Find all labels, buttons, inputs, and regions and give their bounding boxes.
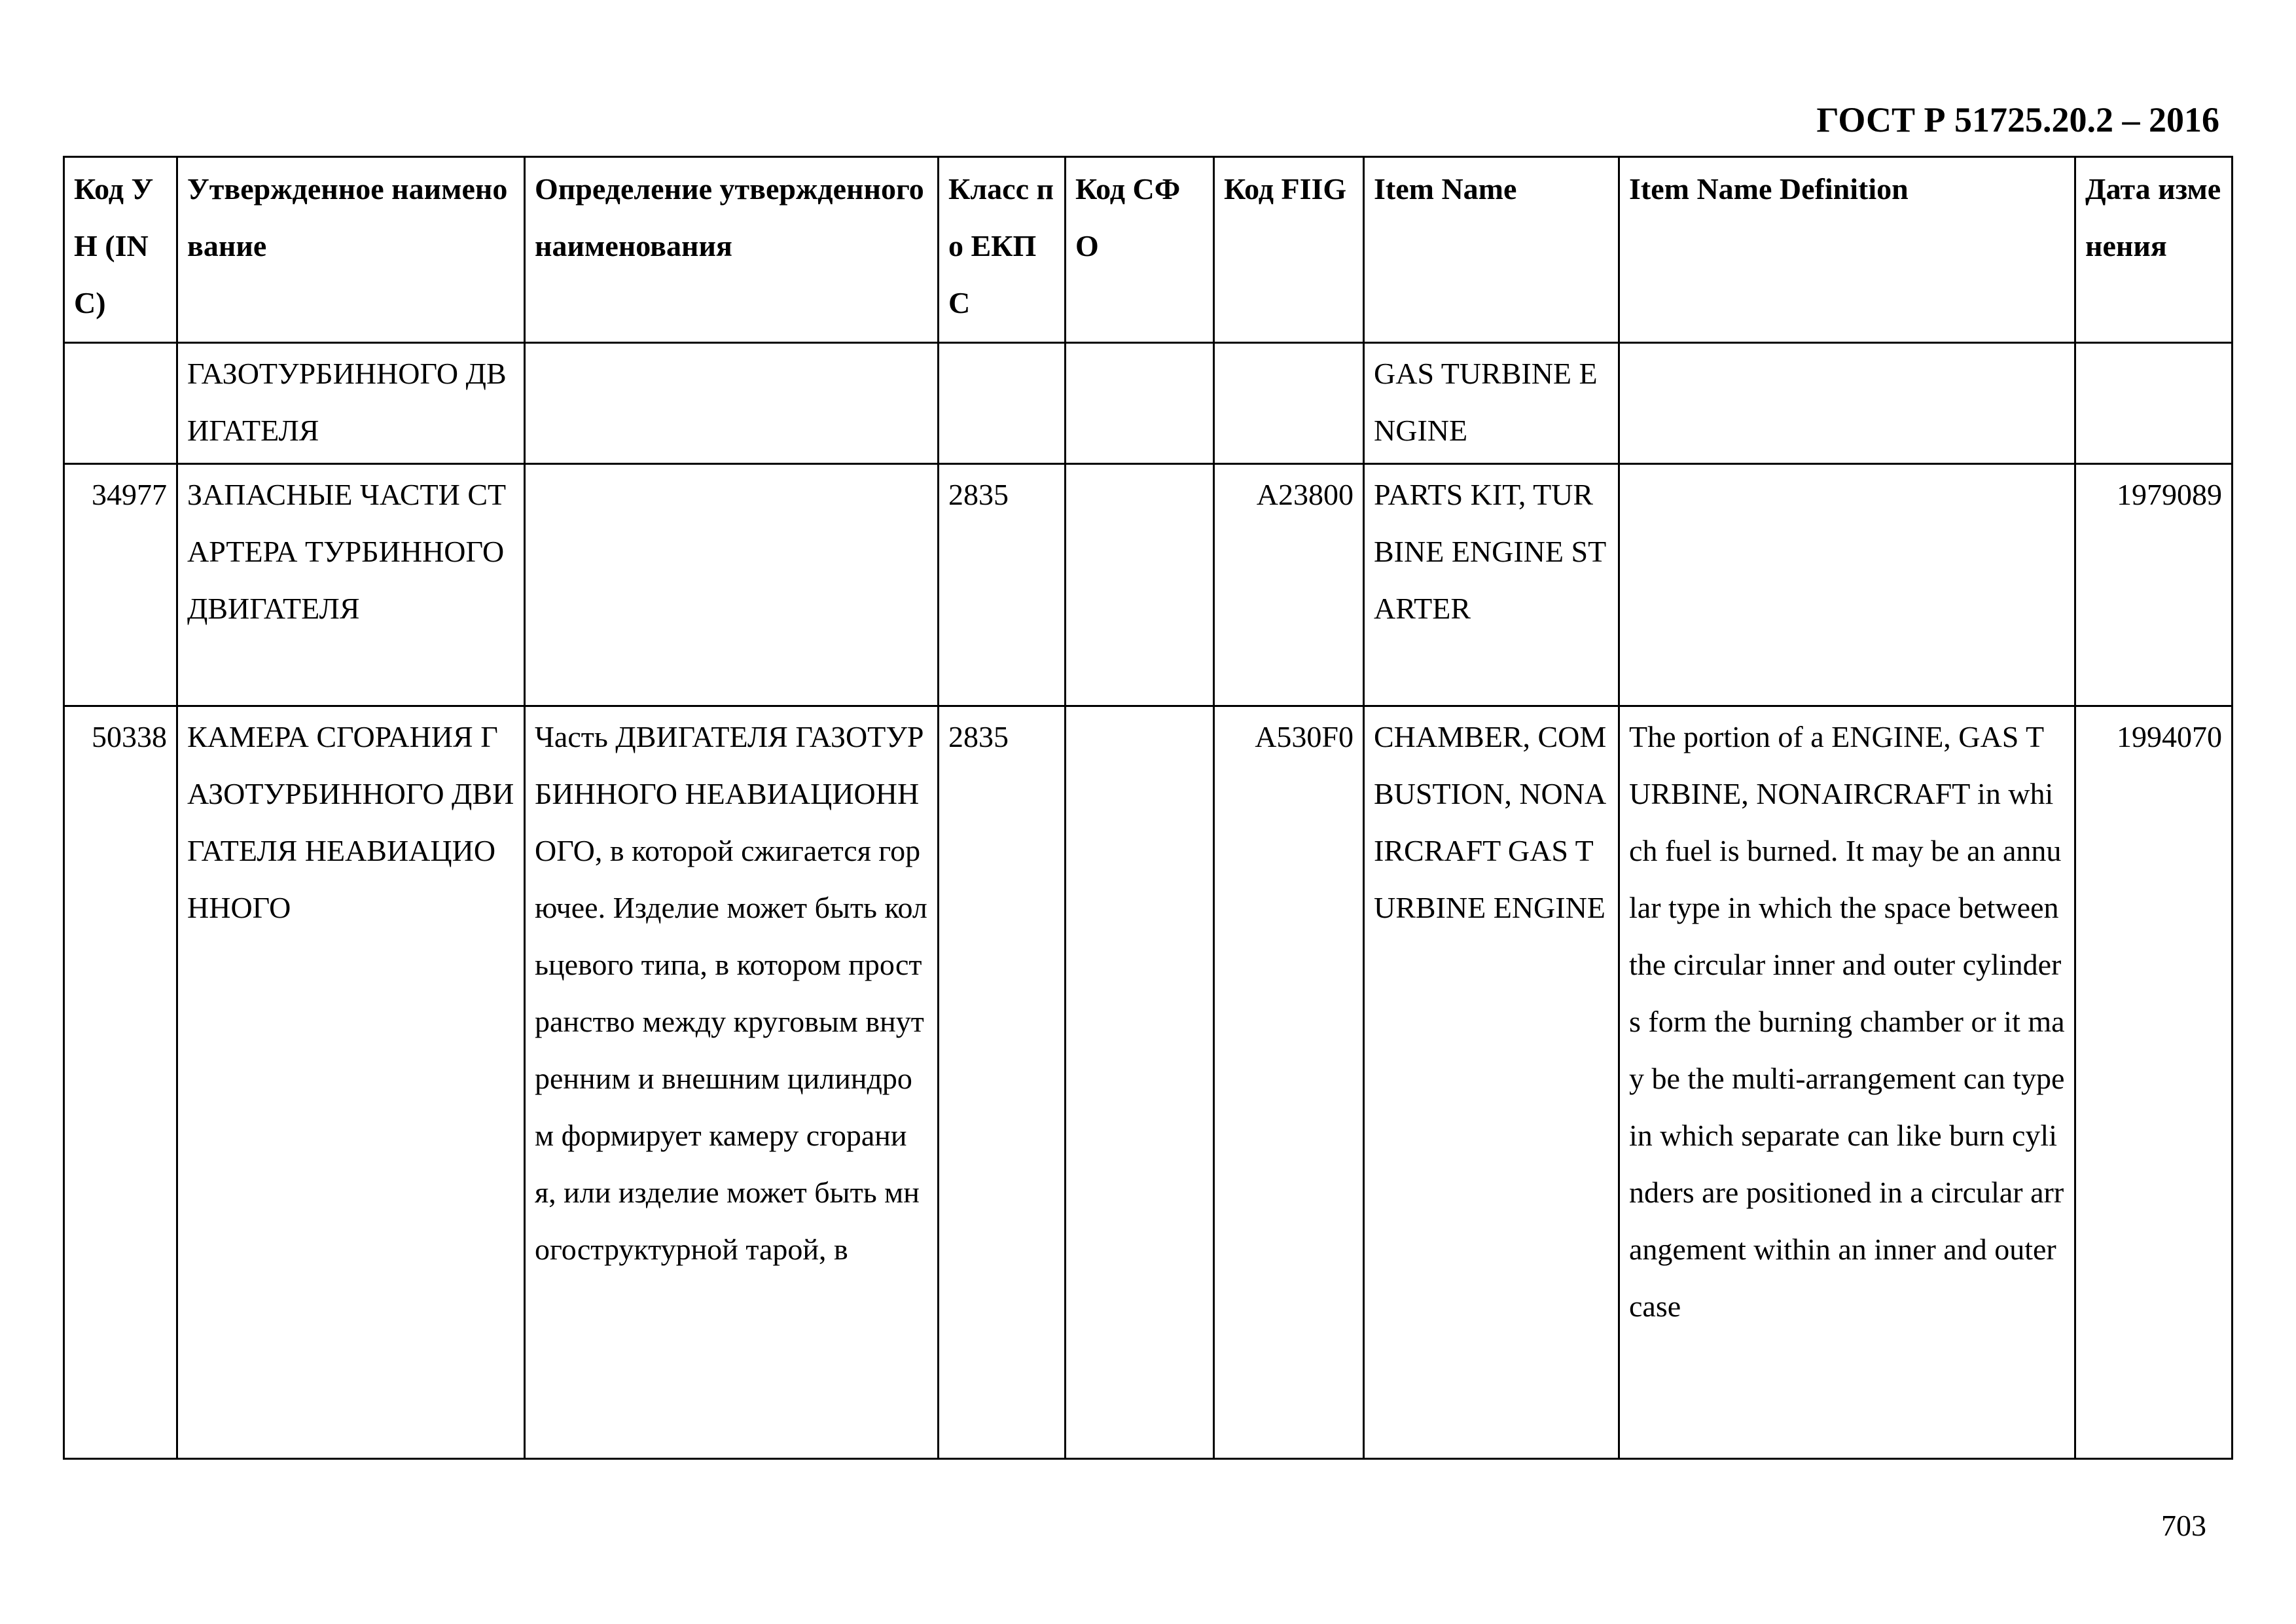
cell-item-name-definition bbox=[1619, 343, 2075, 464]
cell-fiig: A530F0 bbox=[1214, 706, 1364, 1459]
cell-sfo bbox=[1066, 706, 1214, 1459]
cell-item-name-definition bbox=[1619, 464, 2075, 706]
column-header-inc: Код УН (INC) bbox=[64, 157, 177, 343]
cell-class: 2835 bbox=[939, 464, 1066, 706]
cell-definition bbox=[525, 464, 939, 706]
document-header: ГОСТ Р 51725.20.2 – 2016 bbox=[1816, 100, 2219, 139]
cell-item-name: GAS TURBINE ENGINE bbox=[1364, 343, 1619, 464]
cell-sfo bbox=[1066, 464, 1214, 706]
cell-item-name: CHAMBER, COMBUSTION, NONAIRCRAFT GAS TURBINE ENGINE bbox=[1364, 706, 1619, 1459]
cell-definition bbox=[525, 343, 939, 464]
table-row bbox=[64, 464, 2233, 706]
cell-class bbox=[939, 343, 1066, 464]
cell-sfo bbox=[1066, 343, 1214, 464]
column-header-sfo: Код СФО bbox=[1066, 157, 1214, 343]
column-header-approved-name: Утвержденное наименование bbox=[177, 157, 525, 343]
cell-inc bbox=[64, 343, 177, 464]
cell-approved-name: ГАЗОТУРБИННОГО ДВИГАТЕЛЯ bbox=[177, 343, 525, 464]
cell-item-name-definition: The portion of a ENGINE, GAS TURBINE, NONAIRCRAFT in which fuel is burned. It may be an annular type in which the space between the circular inner and outer cylinders form the burning chamber or it may be the multi-arrangement can type in which separate can like burn cylinders are positioned in a circular arrangement within an inner and outer case bbox=[1619, 706, 2075, 1459]
cell-date: 1994070 bbox=[2075, 706, 2233, 1459]
table-row bbox=[64, 343, 2233, 464]
cell-fiig: A23800 bbox=[1214, 464, 1364, 706]
cell-approved-name: КАМЕРА СГОРАНИЯ ГАЗОТУРБИННОГО ДВИГАТЕЛЯ НЕАВИАЦИОННОГО bbox=[177, 706, 525, 1459]
cell-date bbox=[2075, 343, 2233, 464]
column-header-fiig: Код FIIG bbox=[1214, 157, 1364, 343]
cell-approved-name: ЗАПАСНЫЕ ЧАСТИ СТАРТЕРА ТУРБИННОГО ДВИГАТЕЛЯ bbox=[177, 464, 525, 706]
cell-date: 1979089 bbox=[2075, 464, 2233, 706]
column-header-class: Класс по ЕКПС bbox=[939, 157, 1066, 343]
table-header-row bbox=[64, 157, 2233, 343]
cell-inc: 50338 bbox=[64, 706, 177, 1459]
column-header-date: Дата изменения bbox=[2075, 157, 2233, 343]
column-header-item-name-definition: Item Name Definition bbox=[1619, 157, 2075, 343]
nomenclature-table bbox=[63, 156, 2233, 1460]
page-number: 703 bbox=[2161, 1509, 2206, 1542]
column-header-definition: Определение утвержденного наименования bbox=[525, 157, 939, 343]
cell-definition: Часть ДВИГАТЕЛЯ ГАЗОТУРБИННОГО НЕАВИАЦИОННОГО, в которой сжигается горючее. Изделие может быть кольцевого типа, в котором пространство между круговым внутренним и внешним цилиндром формирует камеру сгорания, или изделие может быть многоструктурной тарой, в bbox=[525, 706, 939, 1459]
cell-class: 2835 bbox=[939, 706, 1066, 1459]
cell-fiig bbox=[1214, 343, 1364, 464]
cell-inc: 34977 bbox=[64, 464, 177, 706]
cell-item-name: PARTS KIT, TURBINE ENGINE STARTER bbox=[1364, 464, 1619, 706]
table-row bbox=[64, 706, 2233, 1459]
column-header-item-name: Item Name bbox=[1364, 157, 1619, 343]
